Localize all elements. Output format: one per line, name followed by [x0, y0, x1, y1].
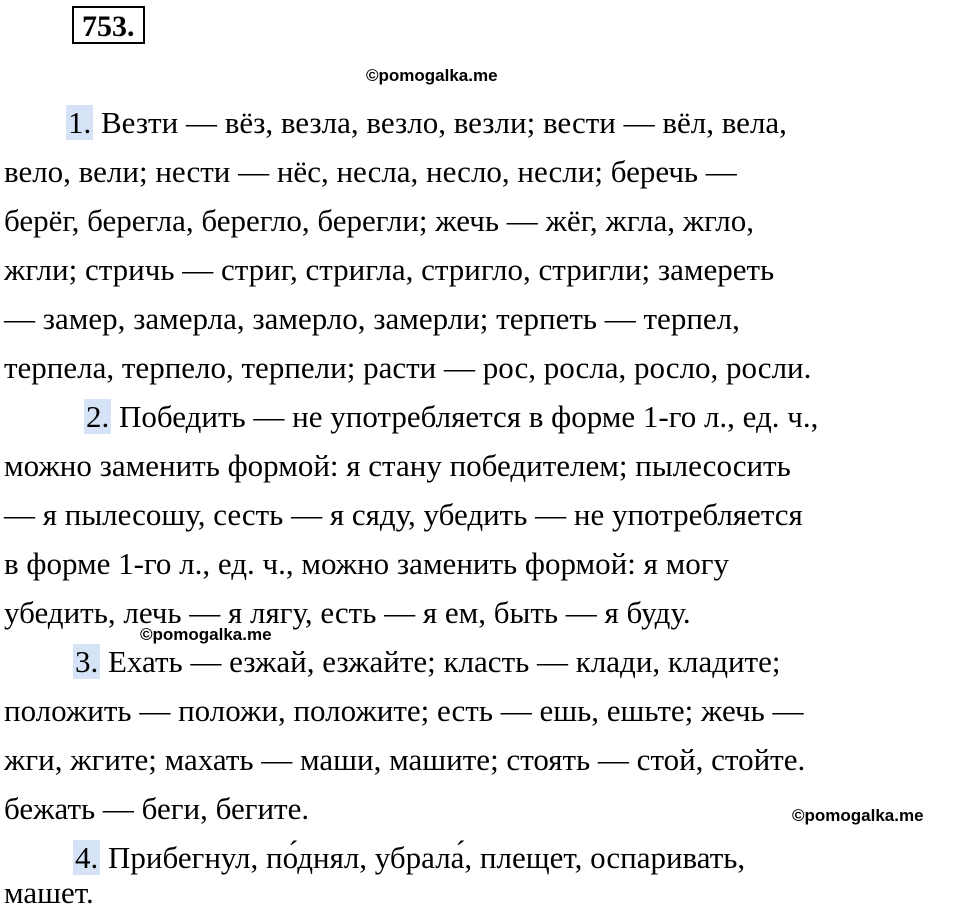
answer-1-line: вело, вели; нести — нёс, несла, несло, несли; беречь —: [4, 154, 737, 189]
watermark: ©pomogalka.me: [366, 66, 498, 85]
answer-1-line: берёг, берегла, берегло, берегли; жечь — жёг, жгла, жгло,: [4, 203, 754, 238]
answer-3-line: жги, жгите; махать — маши, машите; стоять — стой, стойте.: [4, 742, 806, 777]
answer-3-number: 3.: [75, 644, 99, 679]
answer-3-line: [73, 642, 780, 682]
answer-3-line: положить — положи, положите; есть — ешь, ешьте; жечь —: [4, 693, 804, 728]
answer-4-number: 4.: [75, 840, 99, 875]
watermark: ©pomogalka.me: [140, 625, 272, 644]
watermark: ©pomogalka.me: [792, 806, 924, 825]
answer-1-text: Везти — вёз, везла, везло, везли; вести — вёл, вела,: [93, 105, 787, 140]
answer-2-line: — я пылесошу, сесть — я сяду, убедить — не употребляется: [4, 497, 803, 532]
answer-3-text: Ехать — езжай, езжайте; класть — клади, кладите;: [100, 644, 781, 679]
answer-3-line: бежать — беги, бегите.: [4, 791, 310, 826]
answer-2-line: [84, 397, 818, 437]
answer-1-line: [66, 103, 787, 143]
answer-2-line: убедить, лечь — я лягу, есть — я ем, быть — я буду.: [4, 595, 691, 630]
answer-4-line: [73, 838, 745, 878]
answer-1-line: жгли; стричь — стриг, стригла, стригло, стригли; замереть: [4, 252, 775, 287]
answer-4-text: Прибегнул, по́днял, убрала́, плещет, оспаривать,: [100, 840, 746, 875]
answer-2-line: можно заменить формой: я стану победителем; пылесосить: [4, 448, 791, 483]
answer-4-line: машет.: [4, 875, 94, 910]
answer-2-line: в форме 1-го л., ед. ч., можно заменить формой: я могу: [4, 546, 729, 581]
answer-1-line: терпела, терпело, терпели; расти — рос, росла, росло, росли.: [4, 350, 812, 385]
answer-2-text: Победить — не употребляется в форме 1-го л., ед. ч.,: [111, 399, 819, 434]
task-number: 753.: [72, 6, 145, 44]
answer-1-number: 1.: [68, 105, 92, 140]
answer-2-number: 2.: [86, 399, 110, 434]
answer-1-line: — замер, замерла, замерло, замерли; терпеть — терпел,: [4, 301, 740, 336]
